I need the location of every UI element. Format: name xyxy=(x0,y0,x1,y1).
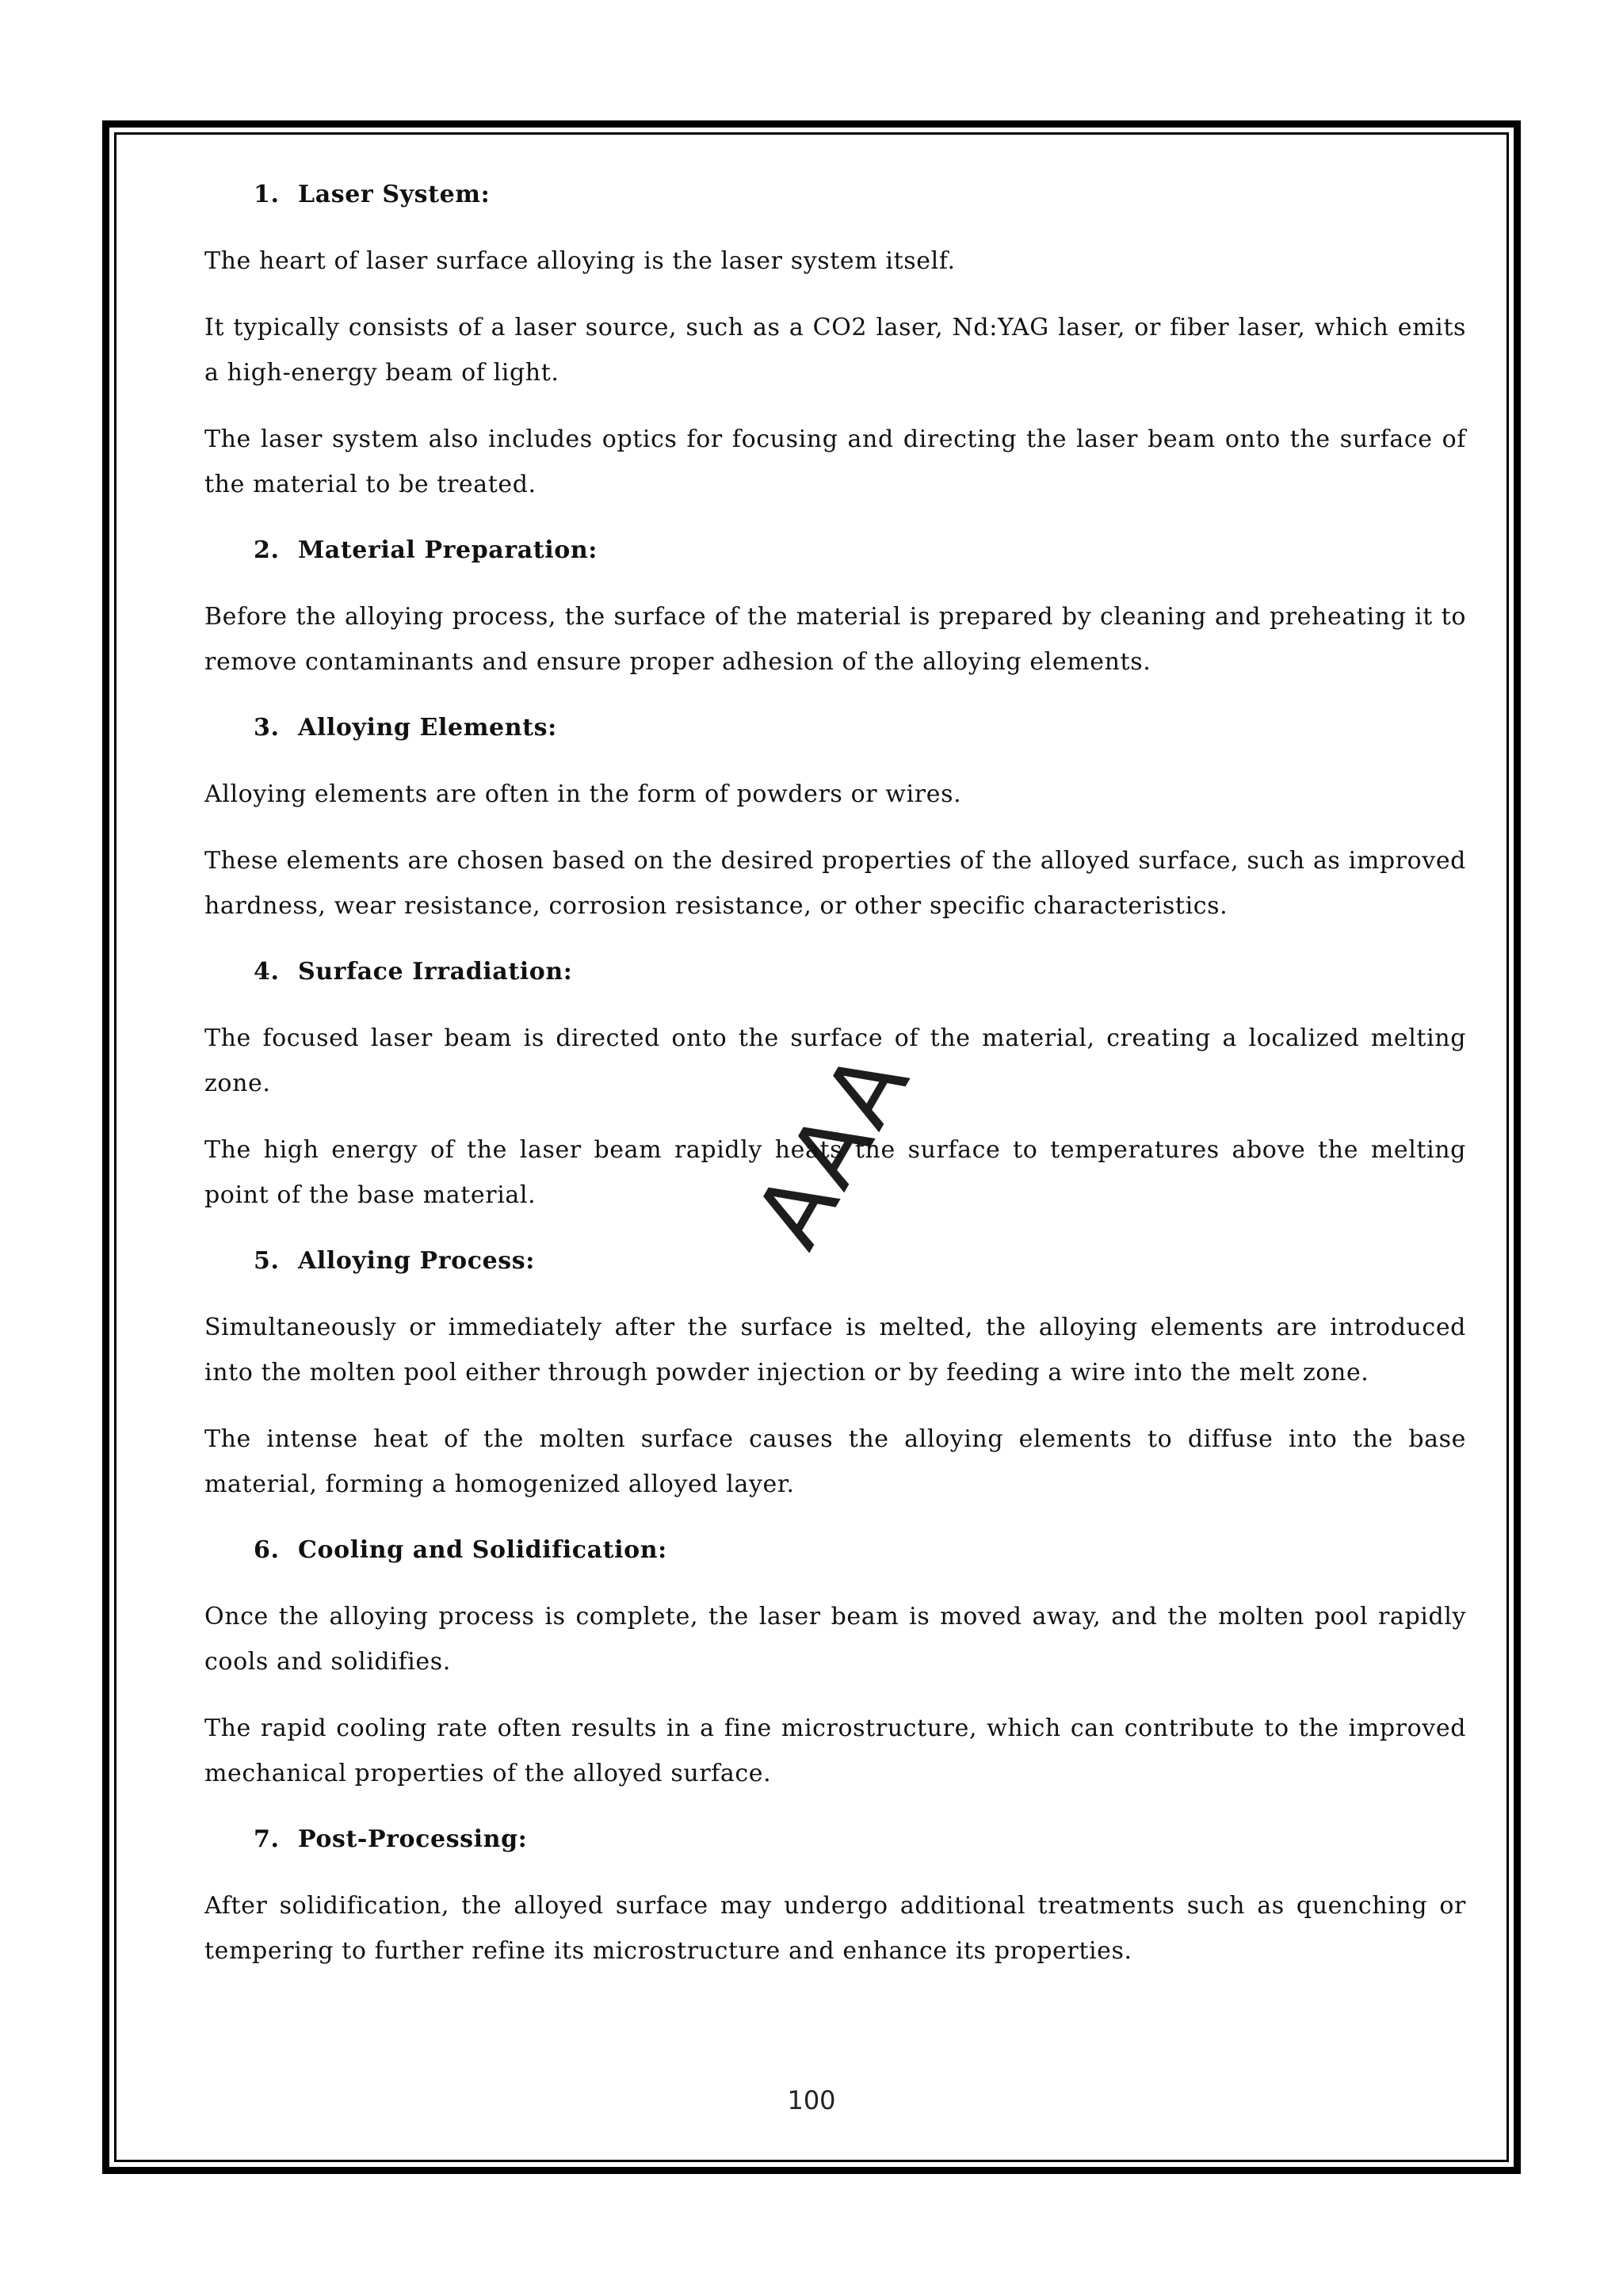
section-number: 6. xyxy=(254,1536,280,1564)
section-alloying-elements xyxy=(204,706,1466,929)
section-number: 7. xyxy=(254,1825,280,1853)
section-title: Laser System: xyxy=(298,181,491,208)
section-title: Alloying Process: xyxy=(298,1247,535,1275)
document-body xyxy=(204,173,1466,1995)
paragraph: Simultaneously or immediately after the surface is melted, the alloying elements are introduced into the molten pool either through powder injection or by feeding a wire into the melt zone. xyxy=(204,1314,1466,1386)
paragraph: The intense heat of the molten surface causes the alloying elements to diffuse into the base material, forming a homogenized alloyed layer. xyxy=(204,1425,1466,1498)
section-number: 1. xyxy=(254,181,280,208)
paragraph: The high energy of the laser beam rapidly heats the surface to temperatures above the melting point of the base material. xyxy=(204,1136,1466,1209)
section-heading xyxy=(204,528,1466,573)
section-title: Surface Irradiation: xyxy=(298,958,573,986)
section-number: 5. xyxy=(254,1247,280,1275)
section-post-processing xyxy=(204,1817,1466,1974)
section-alloying-process xyxy=(204,1239,1466,1507)
section-laser-system xyxy=(204,173,1466,507)
section-title: Material Preparation: xyxy=(298,536,598,564)
section-heading xyxy=(204,950,1466,994)
section-number: 4. xyxy=(254,958,280,986)
section-title: Cooling and Solidification: xyxy=(298,1536,667,1564)
paragraph: Alloying elements are often in the form of powders or wires. xyxy=(204,780,962,808)
section-number: 3. xyxy=(254,714,280,742)
section-heading xyxy=(204,1239,1466,1283)
section-title: Post-Processing: xyxy=(298,1825,528,1853)
paragraph: Once the alloying process is complete, the laser beam is moved away, and the molten pool rapidly cools and solidifies. xyxy=(204,1603,1466,1676)
section-cooling-solidification xyxy=(204,1528,1466,1796)
section-heading xyxy=(204,1528,1466,1573)
paragraph: It typically consists of a laser source, such as a CO2 laser, Nd:YAG laser, or fiber laser, which emits a high-energy beam of light. xyxy=(204,314,1466,387)
section-heading xyxy=(204,173,1466,217)
paragraph: The rapid cooling rate often results in a fine microstructure, which can contribute to the improved mechanical properties of the alloyed surface. xyxy=(204,1714,1466,1787)
watermark: AAA xyxy=(733,1031,932,1265)
section-title: Alloying Elements: xyxy=(298,714,557,742)
section-surface-irradiation xyxy=(204,950,1466,1218)
paragraph: After solidification, the alloyed surface may undergo additional treatments such as quenching or tempering to further refine its microstructure and enhance its properties. xyxy=(204,1892,1466,1965)
paragraph: Before the alloying process, the surface of the material is prepared by cleaning and preheating it to remove contaminants and ensure proper adhesion of the alloying elements. xyxy=(204,603,1466,676)
section-material-preparation xyxy=(204,528,1466,685)
paragraph: The focused laser beam is directed onto the surface of the material, creating a localized melting zone. xyxy=(204,1024,1466,1097)
section-heading xyxy=(204,1817,1466,1862)
section-heading xyxy=(204,706,1466,750)
paragraph: These elements are chosen based on the desired properties of the alloyed surface, such as improved hardness, wear resistance, corrosion resistance, or other specific characteristics. xyxy=(204,847,1466,920)
paragraph: The heart of laser surface alloying is the laser system itself. xyxy=(204,247,956,275)
section-number: 2. xyxy=(254,536,280,564)
page-number: 100 xyxy=(787,2085,836,2115)
paragraph: The laser system also includes optics for focusing and directing the laser beam onto the surface of the material to be treated. xyxy=(204,425,1466,498)
